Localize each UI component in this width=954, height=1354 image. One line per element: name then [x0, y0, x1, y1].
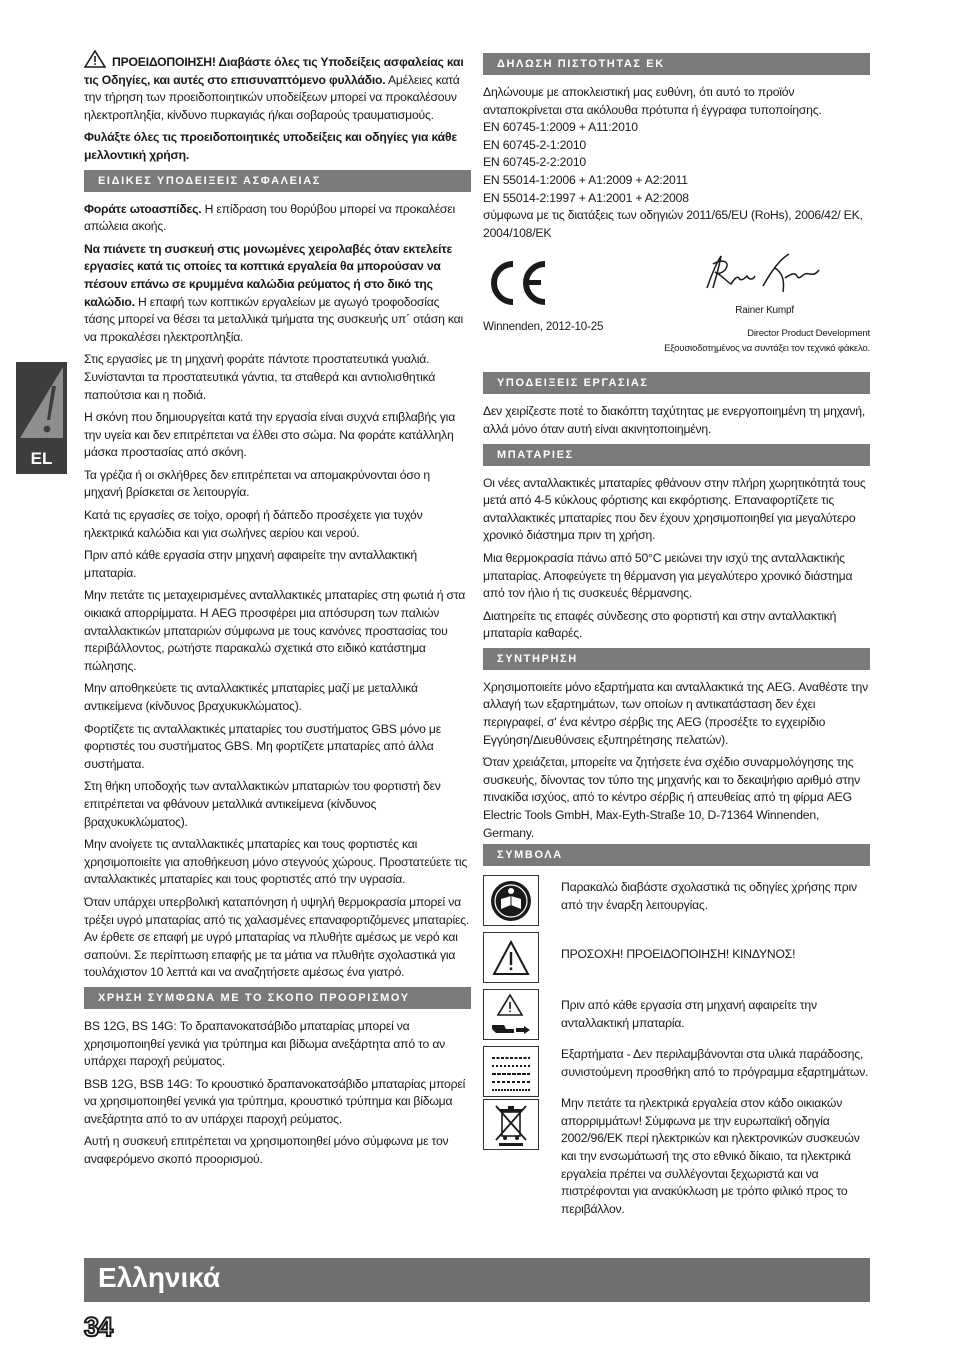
use-paragraph: BS 12G, BS 14G: Το δραπανοκατσάβιδο μπαταρίας μπορεί να χρησιμοποιηθεί γενικά για τρύπημα και βίδωμα ανεξάρτητα από το αν υπάρχει παροχή ρεύματος. — [84, 1018, 446, 1069]
symbol-text: ΠΡΟΣΟΧΗ! ΠΡΟΕΙΔΟΠΟΙΗΣΗ! ΚΙΝΔΥΝΟΣ! — [561, 947, 796, 962]
declaration-intro: Δηλώνουμε με αποκλειστική μας ευθύνη, ότι αυτό το προϊόν ανταποκρίνεται στα ακόλουθα πρότυπα ή έγγραφα τυποποίησης. — [483, 85, 822, 117]
signature-image — [701, 248, 831, 298]
warning-title: ΠΡΟΕΙΔΟΠΟΙΗΣΗ! Διαβάστε όλες τις Υποδείξεις ασφαλείας και τις Οδηγίες, και αυτές στο επισυναπτόμενο φυλλάδιο. — [84, 55, 464, 87]
safety-paragraph: Μην αποθηκεύετε τις ανταλλακτικές μπαταρίες μαζί με μεταλλικά αντικείμενα (κίνδυνος βραχυκυκλώματος). — [84, 681, 418, 713]
symbol-text: Μην πετάτε τα ηλεκτρικά εργαλεία στον κάδο οικιακών απορριμμάτων! Σύμφωνα με την ευρωπαϊκή οδηγία 2002/96/ΕΚ περί ηλεκτρικών και ηλεκτρονικών συσκευών και την ενσωμάτωσή της στο εθνικό δίκαιο, τα ηλεκτρικά εργαλεία πρέπει να συλλέγονται ξεχωριστά και να πιστρέφονται για ανακύκλωση με τρόπο φιλικό προς το περιβάλλον. — [561, 1096, 860, 1216]
accessories-icon — [483, 1046, 539, 1097]
safety-paragraph: Όταν υπάρχει υπερβολική καταπόνηση ή υψηλή θερμοκρασία μπορεί να τρέξει υγρό μπαταρίας από τις χαλασμένες επαναφορτιζόμενες μπαταρίες. Αν έρθετε σε επαφή με υγρό μπαταρίας να πλυθήτε αμέσως με νερό και σαπούνι. Σε περίπτωση επαφής με τα μάτια να πλυθήτε σχολαστικά για τουλάχιστον 10 λεπτά και να αναζητήσετε αμέσως ένα γιατρό. — [84, 894, 470, 980]
symbol-text: Πριν από κάθε εργασία στη μηχανή αφαιρείτε την ανταλλακτική μπαταρία. — [561, 998, 817, 1030]
symbol-row — [483, 875, 870, 926]
symbol-text: Παρακαλώ διαβάστε σχολαστικά τις οδηγίες χρήσης πριν από την έναρξη λειτουργίας. — [561, 880, 857, 912]
ce-mark-icon — [485, 260, 549, 306]
safety-insulated-grip: Να πιάνετε τη συσκευή στις μονωμένες χειρολαβές όταν εκτελείτε εργασίες κατά τις οποίες τα κοπτικά εργαλεία θα μπορούσαν να πέσουν επάνω σε κρυμμένα καλώδια ρεύματος ή στο δικό της καλώδιο. Η επαφή των κοπτικών εργαλείων με αγωγό τροφοδοσίας τάσης μπορεί να θέσει τα μεταλλικά τμήματα της συσκευής υπ΄ οτάση και να προκαλέσει ηλεκτροπληξία. — [84, 241, 463, 344]
symbol-row — [483, 989, 870, 1040]
standard-item: EN 60745-2-2:2010 — [483, 155, 586, 170]
safety-paragraph: Κατά τις εργασίες σε τοίχο, οροφή ή δάπεδο προσέχετε για τυχόν ηλεκτρικά καλώδια και για σωλήνες αερίου και νερού. — [84, 508, 423, 540]
section-header-symbols: ΣΥΜΒΟΛΑ — [483, 844, 870, 866]
warning-triangle-icon — [483, 932, 539, 983]
remove-battery-icon — [483, 989, 539, 1040]
warning-exclamation-icon — [16, 362, 67, 452]
safety-ear-protection: Φοράτε ωτοασπίδες. Η επίδραση του θορύβου μπορεί να προκαλέσει απώλεια ακοής. — [84, 201, 455, 234]
section-header-intended-use: ΧΡΗΣΗ ΣΥΜΦΩΝΑ ΜΕ ΤΟ ΣΚΟΠΟ ΠΡΟΟΡΙΣΜΟΥ — [84, 987, 471, 1009]
battery-paragraph: Διατηρείτε τις επαφές σύνδεσης στο φορτιστή και στην ανταλλακτική μπαταρία καθαρές. — [483, 608, 837, 641]
language-title: Ελληνικά — [98, 1262, 221, 1293]
battery-paragraph: Οι νέες ανταλλακτικές μπαταρίες φθάνουν στην πλήρη χωρητικότητά τους μετά από 4-5 κύκλους φόρτισης και εκφόρτισης. Επαναφορτίζετε τις ανταλλακτικές μπαταρίες που δεν έχουν χρησιμοποιηθεί για μεγαλύτερο χρονικό διάστημα πριν τη χρήση. — [483, 475, 866, 543]
standard-item: EN 60745-2-1:2010 — [483, 137, 586, 152]
section-header-safety: ΕΙΔΙΚΕΣ ΥΠΟΔΕΙΞΕΙΣ ΑΣΦΑΛΕΙΑΣ — [84, 170, 471, 192]
maintenance-paragraph: Χρησιμοποιείτε μόνο εξαρτήματα και ανταλλακτικά της AEG. Αναθέστε την αλλαγή των εξαρτημάτων, των οποίων η αντικατάσταση δεν έχει περιγραφεί, σ' ένα κέντρο σέρβις της AEG (προσέξτε το εγχειρίδιο Εγγύηση/Διευθύνσεις εξυπηρέτησης πελατών). — [483, 679, 868, 747]
standard-item: EN 60745-1:2009 + A11:2010 — [483, 120, 638, 135]
warning-body: Αμέλειες κατά την τήρηση των προειδοποιητικών υποδείξεων μπορεί να προκαλέσουν ηλεκτροπληξία, κίνδυνο πυρκαγιάς ή/και σοβαρούς τραυματισμούς. — [84, 72, 460, 122]
declaration-directives: σύμφωνα με τις διατάξεις των οδηγιών 2011/65/EU (RoHs), 2006/42/ ΕΚ, 2004/108/ΕΚ — [483, 208, 863, 240]
language-code: EL — [30, 449, 53, 468]
maintenance-paragraph: Όταν χρειάζεται, μπορείτε να ζητήσετε ένα σχέδιο συναρμολόγησης της συσκευής, δίνοντας τον τύπο της μηχανής και το δεκαψήφιο αριθμό στην πινακίδα ισχύος, από το κέντρο σέρβις ή απευθείας από τη φίρμα AEG Electric Tools GmbH, Max-Eyth-Straße 10, D-71364 Winnenden, Germany. — [483, 755, 861, 840]
left-column — [84, 50, 471, 1174]
general-warning — [84, 50, 471, 124]
language-banner — [84, 1258, 870, 1302]
section-header-batteries: ΜΠΑΤΑΡΙΕΣ — [483, 444, 870, 466]
safety-paragraph: Πριν από κάθε εργασία στην μηχανή αφαιρείτε την ανταλλακτική μπαταρία. — [84, 548, 417, 580]
signer-name: Rainer Kumpf — [735, 305, 794, 317]
weee-bin-icon — [483, 1099, 539, 1150]
safety-paragraph: Στη θήκη υποδοχής των ανταλλακτικών μπαταριών του φορτιστή δεν επιτρέπεται να φθάνουν μεταλλικά αντικείμενα (κίνδυνος βραχυκυκλώματος). — [84, 779, 441, 829]
symbol-text: Εξαρτήματα - Δεν περιλαμβάνονται στα υλικά παράδοσης, συνιστούμενη προσθήκη από το πρόγραμμα εξαρτημάτων. — [561, 1047, 869, 1079]
battery-paragraph: Μια θερμοκρασία πάνω από 50°C μειώνει την ισχύ της ανταλλακτικής μπαταρίας. Αποφεύγετε τη θέρμανση για μεγαλύτερο χρονικό διάστημα από τον ήλιο ή τις συσκευές θέρμανσης. — [483, 550, 853, 601]
section-header-declaration: ΔΗΛΩΣΗ ΠΙΣΤΟΤΗΤΑΣ ΕΚ — [483, 53, 870, 75]
standard-item: EN 55014-2:1997 + A1:2001 + A2:2008 — [483, 190, 689, 205]
section-header-work-instructions: ΥΠΟΔΕΙΞΕΙΣ ΕΡΓΑΣΙΑΣ — [483, 372, 870, 394]
warning-triangle-icon — [84, 50, 106, 68]
section-header-maintenance: ΣΥΝΤΗΡΗΣΗ — [483, 648, 870, 670]
safety-paragraph: Τα γρέζια ή οι σκλήθρες δεν επιτρέπεται να απομακρύνονται όσο η μηχανή βρίσκεται σε λειτουργία. — [84, 467, 431, 500]
symbol-row — [483, 932, 870, 983]
use-paragraph: Αυτή η συσκευή επιτρέπεται να χρησιμοποιηθεί μόνο σύμφωνα με τον αναφερόμενο σκοπό προορισμού. — [84, 1134, 449, 1167]
standard-item: EN 55014-1:2006 + A1:2009 + A2:2011 — [483, 172, 688, 187]
safety-paragraph: Η σκόνη που δημιουργείται κατά την εργασία είναι συχνά επιβλαβής για την υγεία και δεν επιτρέπεται να έλθει στο σώμα. Να φοράτε κατάλληλη μάσκα προστασίας από σκόνη. — [84, 410, 456, 460]
read-manual-icon — [483, 875, 539, 926]
right-column — [483, 50, 870, 1218]
work-paragraph: Δεν χειρίζεστε ποτέ το διακόπτη ταχύτητας με ενεργοποιημένη τη μηχανή, αλλά μόνο όταν αυτή είναι ακινητοποιημένη. — [483, 404, 866, 436]
keep-instructions-note: Φυλάξτε όλες τις προειδοποιητικές υποδείξεις και οδηγίες για κάθε μελλοντική χρήση. — [84, 130, 457, 162]
safety-paragraph: Μην πετάτε τις μεταχειρισμένες ανταλλακτικές μπαταρίες στη φωτιά ή στα οικιακά απορρίμματα. Η AEG προσφέρει μια απόσυρση των παλιών ανταλλακτικών μπαταριών σύμφωνα με τους κανόνες προστασίας του περιβάλλοντος, ρωτήστε παρακαλώ σχετικά στο ειδικό κατάστημα πώλησης. — [84, 588, 466, 673]
safety-paragraph: Φορτίζετε τις ανταλλακτικές μπαταρίες του συστήματος GBS μόνο με φορτιστές του συστήματος GBS. Μη φορτίζετε μπαταρίες από άλλα συστήματα. — [84, 721, 441, 771]
use-paragraph: BSB 12G, BSB 14G: Το κρουστικό δραπανοκατσάβιδο μπαταρίας μπορεί να χρησιμοποιηθεί γενικά για τρύπημα, κρουστικό τρύπημα και βίδωμα ανεξάρτητα από το αν υπάρχει παροχή ρεύματος. — [84, 1076, 466, 1126]
page-number: 34 — [84, 1312, 113, 1342]
safety-paragraph: Στις εργασίες με τη μηχανή φοράτε πάντοτε προστατευτικά γυαλιά. Συνίστανται τα προστατευτικά γάντια, τα σταθερά και αντιολισθητικά παπούτσια και η ποδιά. — [84, 352, 436, 402]
place-date: Winnenden, 2012-10-25 — [483, 320, 604, 334]
safety-paragraph: Μην ανοίγετε τις ανταλλακτικές μπαταρίες και τους φορτιστές και χρησιμοποιείτε για αποθήκευση μόνο στεγνούς χώρους. Προστατεύετε τις ανταλλακτικές μπαταρίες και τους φορτιστές από την υγρασία. — [84, 837, 468, 887]
symbol-row — [483, 1091, 870, 1218]
signature-block — [483, 248, 870, 368]
language-side-tab — [16, 362, 67, 474]
signer-title-block: Director Product Development Εξουσιοδοτημένος να συντάξει τον τεχνικό φάκελο. — [664, 328, 870, 355]
symbol-row — [483, 1046, 870, 1097]
